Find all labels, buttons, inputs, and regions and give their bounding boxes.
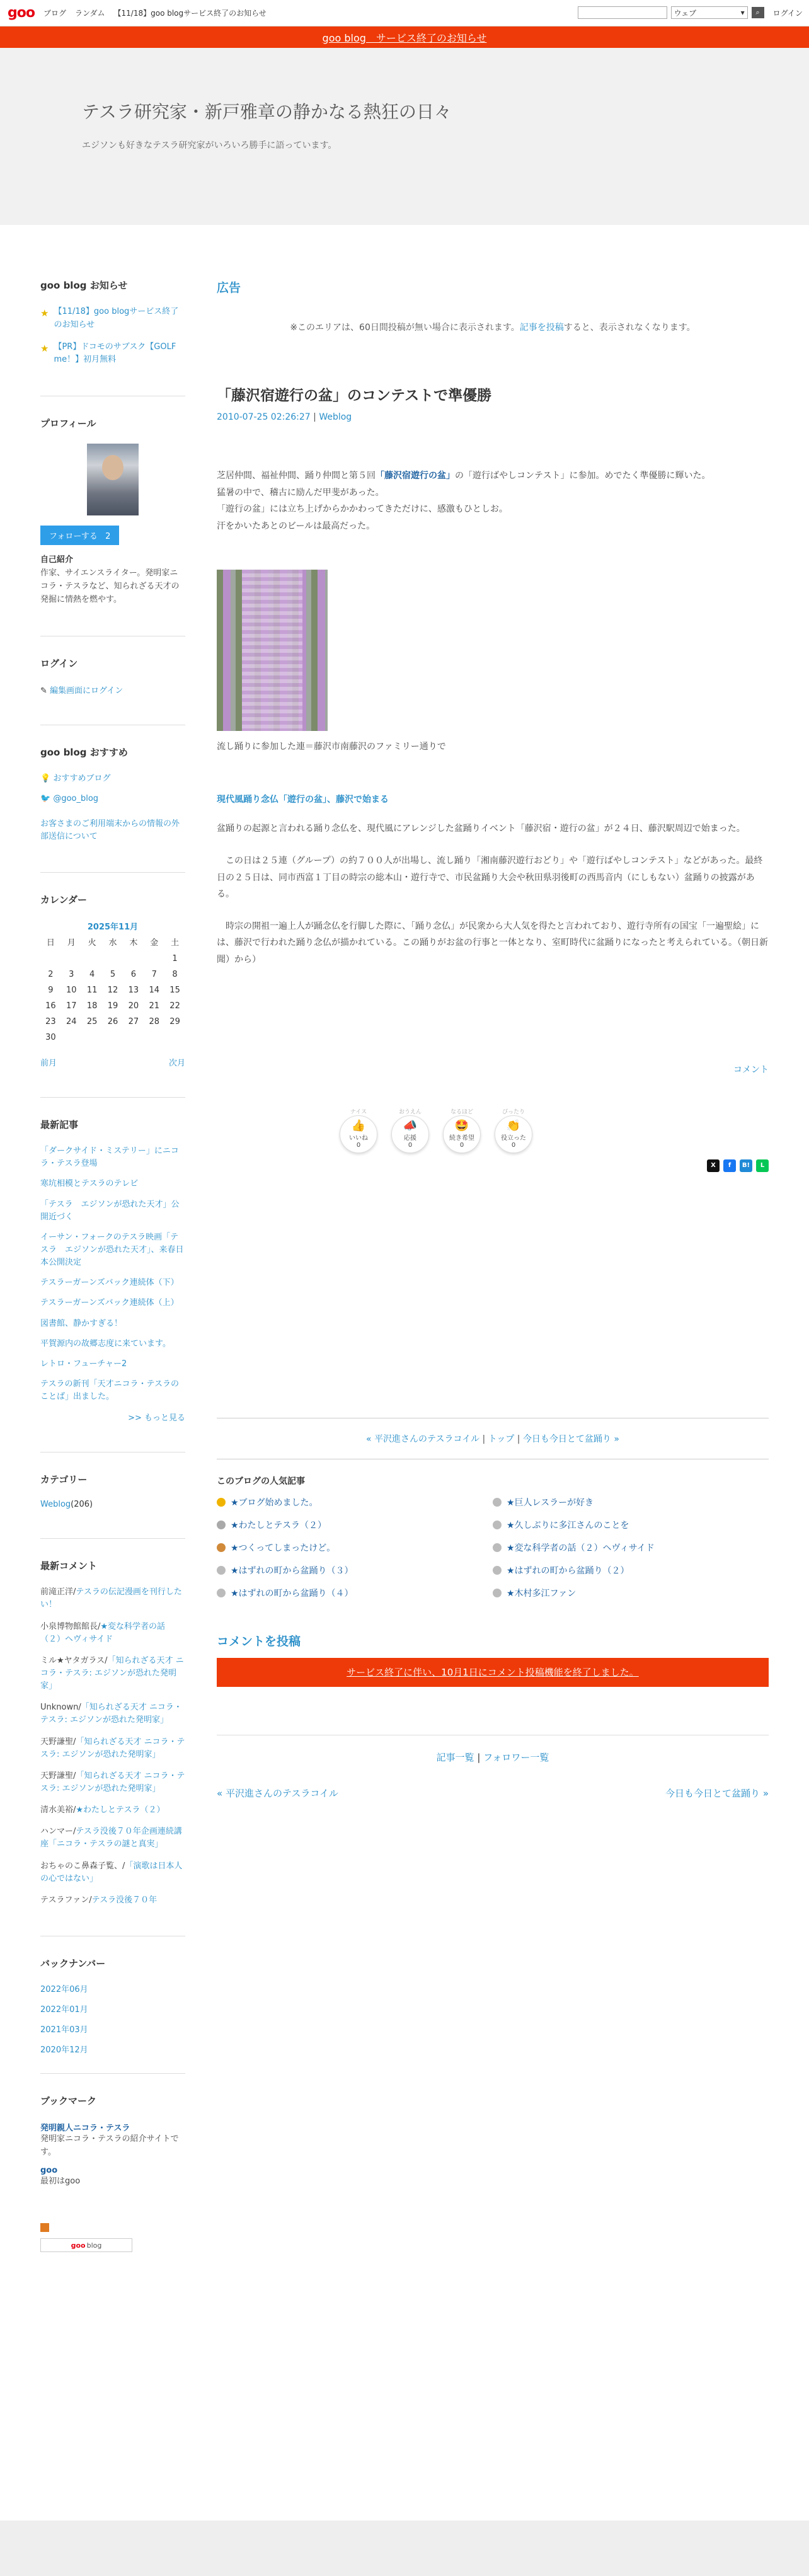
recommend-heading: goo blog おすすめ <box>40 746 128 758</box>
recent-article-link[interactable]: 「テスラ エジソンが恐れた天才」公開近づく <box>40 1199 180 1222</box>
calendar-next[interactable]: 次月 <box>168 1059 185 1069</box>
comment-link[interactable]: コメント <box>733 1064 769 1075</box>
reaction-count: 0 <box>356 1142 361 1149</box>
calendar-day: 22 <box>169 1001 180 1011</box>
info-item <box>40 306 185 332</box>
backnumber-link[interactable]: 2021年03月 <box>40 2025 88 2035</box>
recent-list <box>40 1145 185 1403</box>
crown-icon <box>217 1498 226 1507</box>
share-buttons <box>217 1159 769 1172</box>
comment-item <box>40 1586 185 1611</box>
star-icon: ★ <box>40 342 49 354</box>
login-heading: ログイン <box>40 657 78 669</box>
top-link-notice[interactable]: 【11/18】goo blogサービス終了のお知らせ <box>113 9 267 18</box>
comment-article-link[interactable]: 「演歌は日本人の心ではない」 <box>40 1861 183 1883</box>
entry-text-part: の「遊行ばやしコンテスト」に参加。めでたく準優勝に輝いた。 <box>455 471 711 481</box>
calendar-day: 21 <box>149 1001 159 1011</box>
bulb-icon: 💡 <box>40 773 51 783</box>
facebook-share-icon[interactable]: f <box>723 1159 736 1172</box>
comment-list <box>40 1586 185 1907</box>
reaction-tag: なるほど <box>450 1108 473 1115</box>
reaction-button[interactable] <box>340 1115 377 1153</box>
calendar-day <box>82 954 103 963</box>
popular-article-link[interactable]: ★久しぶりに多江さんのことを <box>507 1520 629 1531</box>
recommend-link[interactable]: @goo_blog <box>53 793 99 803</box>
calendar-day: 9 <box>48 986 54 996</box>
calendar-day: 16 <box>45 1001 56 1011</box>
reaction-emoji-icon: 👍 <box>351 1119 366 1133</box>
event-link[interactable]: 「藤沢宿遊行の盆」 <box>376 471 455 481</box>
calendar-day <box>103 1033 123 1042</box>
hatena-share-icon[interactable]: B! <box>740 1159 752 1172</box>
post-comment-heading: コメントを投稿 <box>217 1634 301 1648</box>
calendar-day: 5 <box>110 970 116 980</box>
comment-closed-bar <box>217 1658 769 1687</box>
calendar-day: 7 <box>151 970 157 980</box>
comment-article-link[interactable]: 「知られざる天才 ニコラ・テスラ: エジソンが恐れた発明家」 <box>40 1737 185 1759</box>
reaction-buttons <box>103 1107 769 1153</box>
sidebar-login <box>40 636 185 696</box>
calendar-day: 29 <box>169 1017 180 1027</box>
comment-article-link[interactable]: テスラ没後７０年企画連続講座「ニコラ・テスラの謎と真実」 <box>40 1827 182 1849</box>
line-share-icon[interactable]: L <box>756 1159 769 1172</box>
reaction-tag: ぴったり <box>502 1108 525 1115</box>
comment-author: ミル★ヤタガラス/ <box>40 1655 108 1665</box>
calendar-day: 23 <box>45 1017 56 1027</box>
reaction-count: 0 <box>459 1142 464 1149</box>
calendar-day <box>61 954 82 963</box>
rank-icon <box>493 1543 502 1552</box>
calendar-day: 24 <box>66 1017 77 1027</box>
calendar-day: 11 <box>86 986 98 996</box>
sidebar-info-heading: goo blog お知らせ <box>40 280 128 291</box>
popular-article-link[interactable]: ★はずれの町から盆踊り（３） <box>231 1565 353 1576</box>
blog-header <box>0 48 809 225</box>
entry-meta: 2010-07-25 02:26:27 | Weblog <box>217 412 352 422</box>
calendar-day: 1 <box>172 954 178 964</box>
bottom-nav <box>217 1786 769 1800</box>
chevron-down-icon: ▾ <box>740 8 745 17</box>
calendar-day: 10 <box>66 986 77 996</box>
comments-heading: 最新コメント <box>40 1560 98 1572</box>
rank-icon <box>217 1589 226 1597</box>
calendar-day: 27 <box>128 1017 139 1027</box>
calendar-day: 18 <box>86 1001 98 1011</box>
photo-caption: 流し踊りに参加した連＝藤沢市南藤沢のファミリー通りで <box>217 742 446 752</box>
intro-heading: 自己紹介 <box>40 555 74 565</box>
comment-article-link[interactable]: テスラの伝記漫画を刊行したい！ <box>40 1587 182 1610</box>
reaction-emoji-icon: 👏 <box>506 1119 521 1133</box>
recent-article-link[interactable]: テスラーガーンズバック連続体（下） <box>40 1278 179 1288</box>
bookmark-desc: 発明家ニコラ・テスラの紹介サイトです。 <box>40 2134 179 2157</box>
calendar-day: 13 <box>128 986 139 996</box>
reaction-tag: おうえん <box>398 1108 422 1115</box>
search-input[interactable] <box>578 6 667 19</box>
popular-item <box>217 1496 493 1509</box>
rank-icon <box>493 1566 502 1575</box>
popular-item <box>493 1541 769 1554</box>
calendar-day: 3 <box>69 970 74 980</box>
bottom-prev-link[interactable]: « 平沢進さんのテスラコイル <box>217 1787 338 1799</box>
calendar-day <box>82 1033 103 1042</box>
reaction-button[interactable] <box>391 1115 429 1153</box>
main-content <box>217 279 769 2281</box>
reaction-item <box>340 1107 377 1153</box>
calendar-weekday: 金 <box>150 938 159 948</box>
popular-article-link[interactable]: ★はずれの町から盆踊り（４） <box>231 1588 353 1599</box>
comment-author: 清水美裕/ <box>40 1805 76 1815</box>
comment-item <box>40 1804 185 1817</box>
popular-list <box>217 1496 769 1599</box>
reaction-button[interactable] <box>495 1115 532 1153</box>
comment-item <box>40 1621 185 1646</box>
calendar-day: 25 <box>86 1017 98 1027</box>
search-button[interactable] <box>752 7 764 18</box>
reaction-count: 0 <box>408 1142 413 1149</box>
calendar-day <box>61 1033 82 1042</box>
footer <box>0 2521 809 2576</box>
entry-text-part: 芝居仲間、福祉仲間、踊り仲間と第５回 <box>217 471 376 481</box>
rank-icon <box>493 1521 502 1529</box>
calendar-weekday: 土 <box>171 938 180 948</box>
recent-article-link[interactable]: 図書館、静かすぎる！ <box>40 1318 123 1328</box>
bookmark-heading: ブックマーク <box>40 2095 96 2107</box>
bookmark-link[interactable]: 発明親人ニコラ・テスラ <box>40 2123 130 2133</box>
comment-closed-link[interactable]: サービス終了に伴い、10月1日にコメント投稿機能を終了しました。 <box>347 1667 639 1679</box>
popular-article-link[interactable]: ★巨人レスラーが好き <box>507 1497 594 1508</box>
goo-logo[interactable]: goo <box>8 5 35 21</box>
calendar-day: 4 <box>89 970 95 980</box>
goo-blog-badge[interactable] <box>40 2238 132 2252</box>
popular-article-link[interactable]: ★変な科学者の話（２）ヘヴィサイド <box>507 1543 655 1553</box>
sub-heading: 現代風踊り念仏「遊行の盆」、藤沢で始まる <box>217 795 389 805</box>
comment-author: ハンマー/ <box>40 1827 76 1837</box>
blog-description: エジソンも好きなテスラ研究家がいろいろ勝手に語っています。 <box>82 141 337 151</box>
calendar-day: 20 <box>128 1001 139 1011</box>
calendar-day: 15 <box>169 986 180 996</box>
popular-item <box>493 1496 769 1509</box>
recent-article-link[interactable]: テスラの新刊「天才ニコラ・テスラのことば」出ました。 <box>40 1379 179 1402</box>
comment-item <box>40 1736 185 1761</box>
calendar-weekday: 月 <box>67 938 76 948</box>
ad-heading: 広告 <box>217 281 241 295</box>
comment-article-link[interactable]: 「知られざる天才 ニコラ・テスラ: エジソンが恐れた発明家」 <box>40 1771 185 1793</box>
comment-item <box>40 1860 185 1885</box>
x-share-icon[interactable]: X <box>707 1159 720 1172</box>
avatar <box>87 444 139 515</box>
comment-item <box>40 1701 185 1727</box>
star-icon: ★ <box>40 308 49 319</box>
comment-author: 小泉博物館館長/ <box>40 1621 101 1631</box>
calendar-day: 2 <box>48 970 54 980</box>
info-item <box>40 341 185 367</box>
popular-heading: このブログの人気記事 <box>217 1476 305 1486</box>
calendar-day: 14 <box>149 986 159 996</box>
follow-button[interactable] <box>40 526 119 545</box>
sidebar-profile <box>40 396 185 606</box>
ad-note-pre: ※このエリアは、60日間投稿が無い場合に表示されます。 <box>290 323 520 333</box>
sidebar-info <box>40 279 185 367</box>
calendar-day <box>40 954 61 963</box>
top-link-random[interactable]: ランダム <box>75 9 105 18</box>
ad-note-post: すると、表示されなくなります。 <box>563 323 696 333</box>
calendar-day <box>144 954 164 963</box>
backnumber-heading: バックナンバー <box>40 1957 106 1969</box>
calendar-weekday: 火 <box>88 938 96 948</box>
popular-article-link[interactable]: ★わたしとテスラ（２） <box>231 1520 326 1531</box>
calendar-day: 6 <box>130 970 136 980</box>
recent-article-link[interactable]: 寒坑相模とテスラのテレビ <box>40 1179 139 1189</box>
reaction-emoji-icon: 🤩 <box>454 1119 469 1133</box>
profile-heading: プロフィール <box>40 418 96 430</box>
calendar-day: 28 <box>149 1017 159 1027</box>
calendar-day <box>123 954 144 963</box>
post-article-link[interactable]: 記事を投稿 <box>519 323 564 333</box>
backnumber-link[interactable]: 2022年01月 <box>40 2005 88 2015</box>
entry-date: 2010-07-25 02:26:27 <box>217 412 311 422</box>
comment-author: 天野謙聖/ <box>40 1737 76 1747</box>
calendar-day: 19 <box>107 1001 118 1011</box>
entry-title[interactable]: 「藤沢宿遊行の盆」のコンテストで準優勝 <box>217 388 492 404</box>
entry-paragraph: 猛暑の中で、稽古に励んだ甲斐があった。 <box>217 487 384 498</box>
twitter-icon: 🐦 <box>40 793 51 803</box>
goo-badge-logo: goo <box>71 2241 86 2250</box>
comment-item <box>40 1770 185 1795</box>
entry-body <box>217 468 769 534</box>
popular-article-link[interactable]: ★木村多江ファン <box>507 1588 577 1599</box>
content-wrapper <box>0 279 809 2281</box>
backnumber-link[interactable]: 2022年06月 <box>40 1984 88 1994</box>
top-links <box>43 8 267 18</box>
sidebar-comments <box>40 1538 185 1907</box>
calendar-day: 17 <box>66 1001 77 1011</box>
article-paragraph: 盆踊りの起源と言われる踊り念仏を、現代風にアレンジした盆踊りイベント「藤沢宿・遊行の盆」が２４日、藤沢駅周辺で始まった。 <box>217 824 745 834</box>
sidebar-category <box>40 1452 185 1509</box>
ad-note <box>217 321 769 333</box>
calendar-day: 26 <box>107 1017 118 1027</box>
reaction-label: 続き希望 <box>449 1135 474 1142</box>
top-search-area <box>578 6 803 19</box>
prev-entry-link[interactable]: « 平沢進さんのテスラコイル <box>366 1434 480 1444</box>
popular-item <box>493 1564 769 1577</box>
bookmark-link[interactable]: goo <box>40 2165 58 2175</box>
dance-photo[interactable] <box>217 570 328 731</box>
top-bar <box>0 0 809 26</box>
comment-item <box>40 1826 185 1851</box>
reaction-item <box>391 1107 429 1153</box>
calendar-day: 12 <box>107 986 118 996</box>
calendar-day <box>123 1033 144 1042</box>
recommend-link[interactable]: おすすめブログ <box>53 773 111 783</box>
recent-heading: 最新記事 <box>40 1119 79 1131</box>
login-link[interactable]: ログイン <box>772 8 803 18</box>
article-list-link[interactable]: 記事一覧 <box>436 1751 474 1763</box>
follow-label: フォローする <box>49 532 98 542</box>
comment-article-link[interactable]: 「知られざる天才 ニコラ・テスラ: エジソンが恐れた発明家」 <box>40 1655 184 1691</box>
recent-article-link[interactable]: 平賀源内の故郷志度に来ています。 <box>40 1338 171 1348</box>
reaction-item <box>443 1107 481 1153</box>
next-entry-link[interactable]: 今日も今日とて盆踊り » <box>522 1434 619 1444</box>
category-link[interactable]: Weblog <box>40 1500 71 1510</box>
crown-icon <box>217 1543 226 1552</box>
calendar-weekday: 木 <box>129 938 138 948</box>
popular-article-link[interactable]: ★はずれの町から盆踊り（２） <box>507 1565 629 1576</box>
search-scope-value: ウェブ <box>674 8 697 18</box>
entry-paragraph: 汗をかいたあとのビールは最高だった。 <box>217 520 376 531</box>
calendar-day: 30 <box>45 1033 56 1043</box>
comment-article-link[interactable]: テスラ没後７０年 <box>91 1895 158 1905</box>
pager: « 平沢進さんのテスラコイル | トップ | 今日も今日とて盆踊り » <box>217 1418 769 1459</box>
rss-icon[interactable] <box>40 2223 49 2232</box>
comment-author: 天野謙聖/ <box>40 1771 76 1781</box>
category-count: (206) <box>71 1500 93 1510</box>
popular-item <box>217 1564 493 1577</box>
article-paragraph: この日は２５連（グループ）の約７００人が出場し、流し踊り「湘南藤沢遊行おどり」や「遊行ばやしコンテスト」などがあった。最終日の２５日は、同市西富１丁目の時宗の総本山・遊行寺で、市民盆踊り大会や秋田県羽後町の西馬音内（にしもない）盆踊りの披露がある。 <box>217 855 763 900</box>
entry-paragraph: 「遊行の盆」には立ち上げからかかわってきただけに、感激もひとしお。 <box>217 504 508 515</box>
sidebar-calendar <box>40 872 185 1068</box>
reaction-label: 役立った <box>501 1135 526 1142</box>
rank-icon <box>493 1498 502 1507</box>
calendar-day <box>144 1033 164 1042</box>
bookmark-desc: 最初はgoo <box>40 2176 81 2186</box>
top-link[interactable]: トップ <box>488 1434 515 1444</box>
calendar-grid <box>40 936 185 1042</box>
bottom-next-link[interactable]: 今日も今日とて盆踊り » <box>665 1787 769 1799</box>
comment-article-link[interactable]: ★わたしとテスラ（２） <box>76 1805 165 1815</box>
recent-article-link[interactable]: イーサン・フォークのテスラ映画「テスラ エジソンが恐れた天才」、来春日本公開決定 <box>40 1232 184 1268</box>
crown-icon <box>217 1521 226 1529</box>
popular-article-link[interactable]: ★つくってしまったけど。 <box>231 1543 336 1553</box>
article-paragraph: 時宗の開祖一遍上人が踊念仏を行脚した際に、「踊り念仏」が民衆から大人気を得たと言われており、遊行寺所有の国宝「一遍聖絵」には、藤沢で行われた踊り念仏が描かれている。この踊りがお盆の行事と一体となり、室町時代に盆踊りになったと考えられている。（朝日新聞）から） <box>217 921 768 965</box>
calendar-nav <box>40 1056 185 1068</box>
list-links: 記事一覧 | フォロワー一覧 <box>217 1735 769 1764</box>
calendar-weekday: 水 <box>108 938 117 948</box>
reaction-tag: ナイス <box>350 1108 367 1115</box>
popular-item <box>493 1587 769 1599</box>
calendar-day <box>164 1033 185 1042</box>
entry-category[interactable]: Weblog <box>319 412 352 422</box>
info-link[interactable]: 【11/18】goo blogサービス終了のお知らせ <box>54 307 179 330</box>
search-scope-select[interactable] <box>671 6 748 19</box>
popular-item <box>217 1541 493 1554</box>
popular-article-link[interactable]: ★ブログ始めました。 <box>231 1497 318 1508</box>
category-heading: カテゴリー <box>40 1474 88 1486</box>
comment-author: Unknown/ <box>40 1703 81 1713</box>
entry-paragraph <box>217 468 769 485</box>
popular-item <box>217 1519 493 1531</box>
recent-article-link[interactable]: 「ダークサイド・ミステリー」にニコラ・テスラ登場 <box>40 1146 179 1169</box>
service-end-notice <box>0 26 809 48</box>
sidebar-backnumber <box>40 1936 185 2056</box>
calendar-weekday: 日 <box>46 938 55 948</box>
comment-author: テスラファン/ <box>40 1895 92 1905</box>
sidebar <box>40 279 185 2281</box>
calendar-heading: カレンダー <box>40 894 88 906</box>
info-link[interactable]: 【PR】ドコモのサブスク【GOLF me！】初月無料 <box>54 342 176 365</box>
popular-item <box>217 1587 493 1599</box>
reaction-emoji-icon: 📣 <box>403 1119 418 1133</box>
comment-author: おちゃのこ鼻森子覧、/ <box>40 1861 125 1871</box>
sidebar-recommend <box>40 725 185 844</box>
comment-article-link[interactable]: ★変な科学者の話（２）ヘヴィサイド <box>40 1621 166 1644</box>
comment-author: 前滝正洋/ <box>40 1587 76 1597</box>
reaction-item <box>495 1107 532 1153</box>
comment-item <box>40 1655 185 1693</box>
reaction-count: 0 <box>511 1142 516 1149</box>
recent-article-link[interactable]: テスラーガーンズバック連続体（上） <box>40 1298 179 1308</box>
intro-text: 作家、サイエンスライター。発明家ニコラ・テスラなど、知られざる天才の発掘に情熱を燃やす。 <box>40 568 180 604</box>
recommend-link[interactable]: お客さまのご利用端末からの情報の外部送信について <box>40 819 180 841</box>
calendar-title: 2025年11月 <box>87 923 139 933</box>
service-end-link[interactable]: goo blog サービス終了のお知らせ <box>322 32 487 44</box>
pencil-icon: ✎ <box>40 686 47 696</box>
comment-article-link[interactable]: 「知られざる天才 ニコラ・テスラ: エジソンが恐れた発明家」 <box>40 1703 182 1725</box>
reaction-button[interactable] <box>443 1115 481 1153</box>
calendar-prev[interactable]: 前月 <box>40 1059 57 1069</box>
recent-article-link[interactable]: レトロ・フューチャー2 <box>40 1359 127 1369</box>
reaction-label: 応援 <box>404 1135 416 1142</box>
sidebar-bookmark <box>40 2073 185 2252</box>
reaction-label: いいね <box>349 1135 368 1142</box>
rank-icon <box>493 1589 502 1597</box>
blog-title[interactable]: テスラ研究家・新戸雅章の静かなる熱狂の日々 <box>82 101 452 122</box>
popular-item <box>493 1519 769 1531</box>
more-link[interactable]: >> もっと見る <box>128 1413 185 1423</box>
goo-badge-text: blog <box>86 2241 102 2250</box>
backnumber-link[interactable]: 2020年12月 <box>40 2045 88 2056</box>
top-link-blog[interactable]: ブログ <box>43 9 66 18</box>
follower-list-link[interactable]: フォロワー一覧 <box>483 1751 549 1763</box>
search-icon: ⌕ <box>755 8 760 16</box>
comment-item <box>40 1894 185 1907</box>
follow-count: 2 <box>105 532 111 542</box>
rank-icon <box>217 1566 226 1575</box>
calendar-day <box>103 954 123 963</box>
calendar-day: 8 <box>172 970 178 980</box>
edit-login-link[interactable]: 編集画面にログイン <box>50 686 123 696</box>
